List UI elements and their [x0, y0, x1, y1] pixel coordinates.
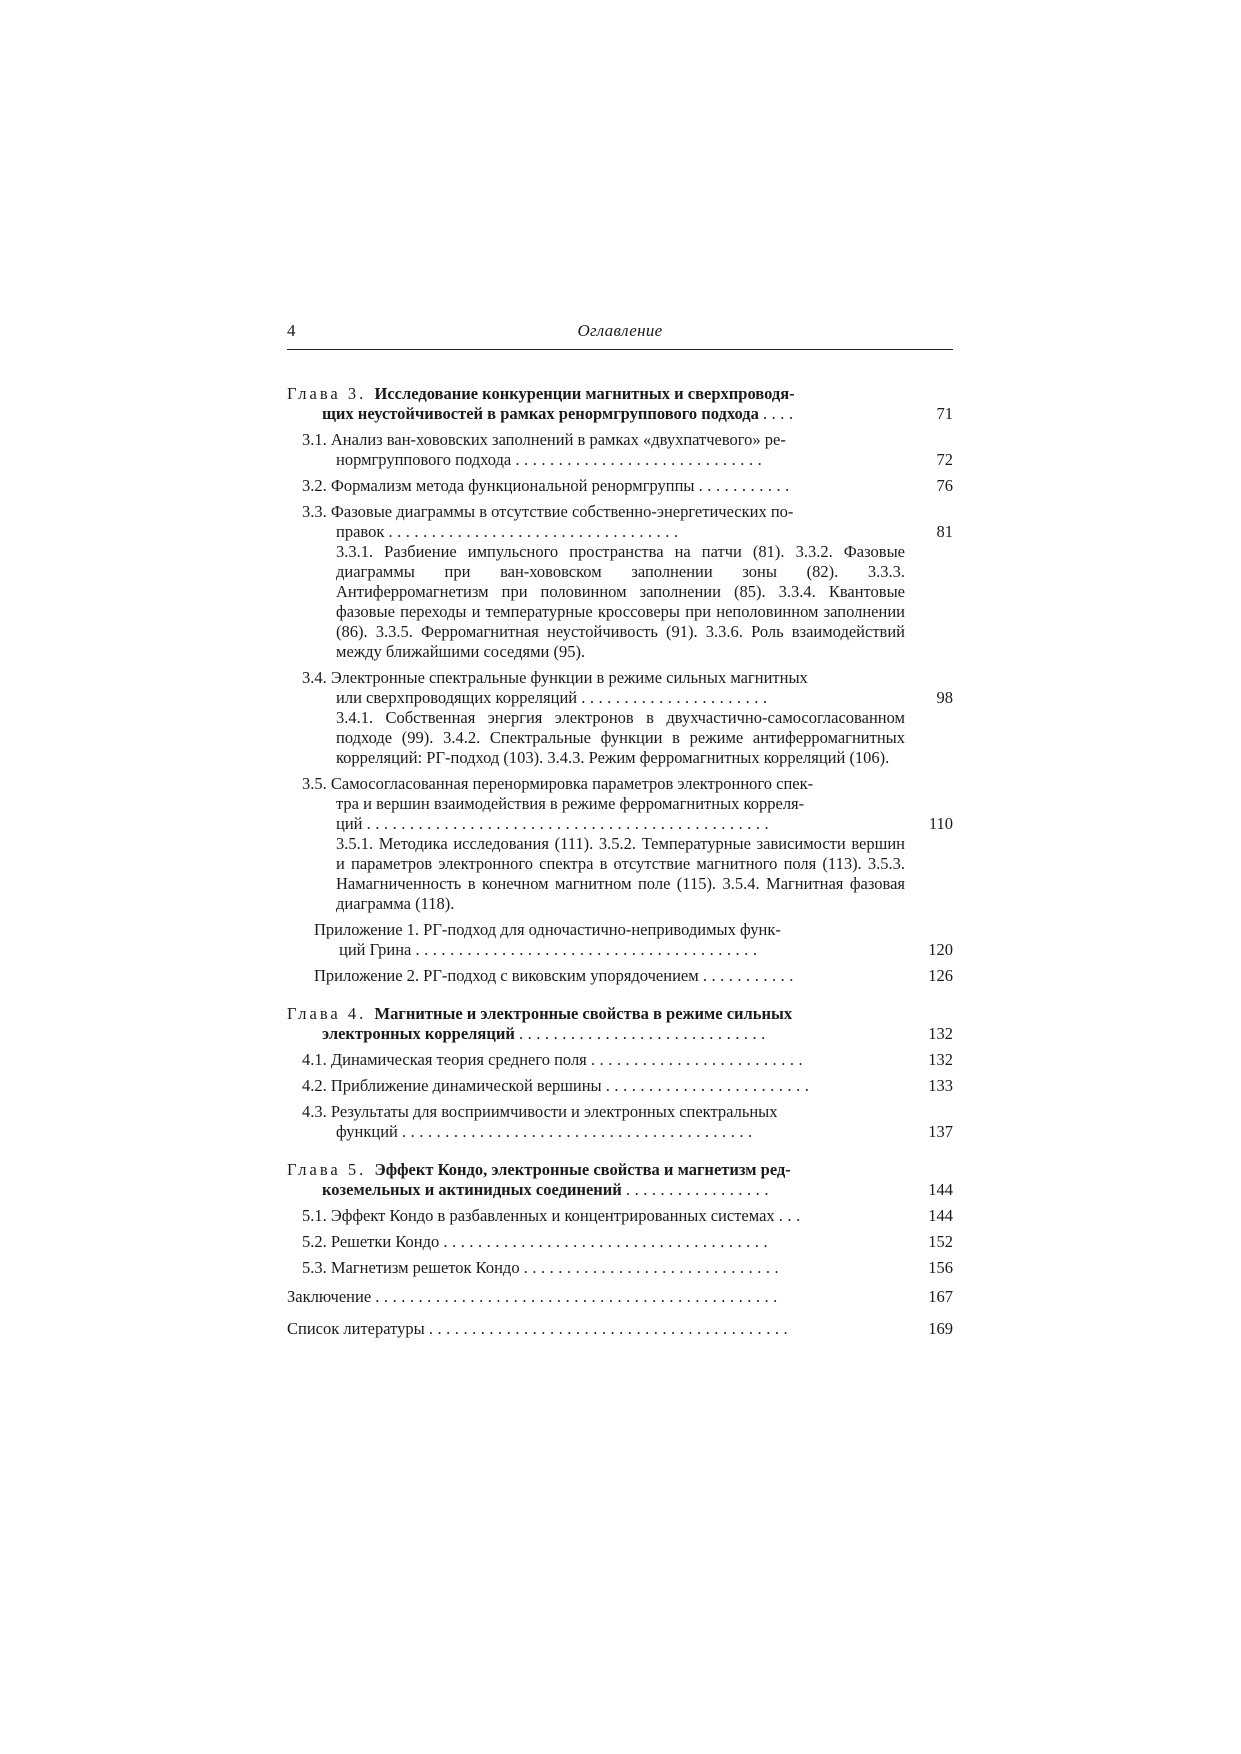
toc-section-4-1 — [287, 1050, 953, 1070]
subsection-list: 3.3.1. Разбиение импульсного пространства на патчи (81). 3.3.2. Фазовые диаграммы при ван-хововском заполнении зоны (82). 3.3.3. Антиферромагнетизм при половинном заполнении (85). 3.3.4. Квантовые фазовые переходы и температурные кроссоверы при неполовинном заполнении (86). 3.3.5. Ферромагнитная неустойчивость (91). 3.3.6. Роль взаимодействий между ближайшими соседями (95). — [336, 542, 905, 661]
toc-conclusion — [287, 1287, 953, 1307]
page-ref: 137 — [928, 1122, 953, 1141]
page-ref: 152 — [928, 1232, 953, 1251]
appendix-title-line: Приложение 2. РГ-подход с виковским упорядочением — [314, 966, 699, 985]
appendix-title-line: Приложение 1. РГ-подход для одночастично-неприводимых функ- — [314, 920, 781, 939]
section-title-line: 4.3. Результаты для восприимчивости и электронных спектральных — [302, 1102, 778, 1121]
section-title-line: функций — [336, 1122, 398, 1141]
chapter-label: Глава 4. — [287, 1004, 367, 1023]
conclusion-title: Заключение — [287, 1287, 372, 1306]
toc-section-4-2 — [287, 1076, 953, 1096]
subsection-list: 3.5.1. Методика исследования (111). 3.5.2. Температурные зависимости вершин и параметров электронного спектра в отсутствие магнитного поля (113). 3.5.3. Намагниченность в конечном магнитном поле (115). 3.5.4. Магнитная фазовая диаграмма (118). — [336, 834, 905, 913]
page-ref: 156 — [928, 1258, 953, 1277]
toc-chapter-5 — [287, 1160, 953, 1200]
toc-section-5-3 — [287, 1258, 953, 1278]
leader-dots: . . . . . . . . . . . — [698, 476, 790, 495]
section-title-line: 3.1. Анализ ван-хововских заполнений в рамках «двухпатчевого» ре- — [302, 430, 786, 449]
page-ref: 144 — [928, 1180, 953, 1199]
leader-dots: . . . . . . . . . . . . . . . . . . . . . . . . — [605, 1076, 810, 1095]
page-number: 4 — [287, 321, 296, 340]
page-ref: 169 — [928, 1319, 953, 1338]
toc-chapter-3 — [287, 384, 953, 424]
section-title-line: 5.3. Магнетизм решеток Кондо — [302, 1258, 520, 1277]
page-ref: 76 — [936, 476, 953, 495]
toc-section-3-2 — [287, 476, 953, 496]
leader-dots: . . . . . . . . . . . . . . . . . . . . . . . . . . . . . . . . . . . . . . . . . . — [428, 1319, 788, 1338]
leader-dots: . . . . . . . . . . . . . . . . . — [625, 1180, 769, 1199]
page-ref: 133 — [928, 1076, 953, 1095]
page-ref: 120 — [928, 940, 953, 959]
toc-section-3-1 — [287, 430, 953, 470]
chapter-title-line: Эффект Кондо, электронные свойства и магнетизм ред- — [374, 1160, 791, 1179]
chapter-title-line: Магнитные и электронные свойства в режиме сильных — [374, 1004, 793, 1023]
chapter-title-line: коземельных и актинидных соединений — [322, 1180, 622, 1199]
page-ref: 167 — [928, 1287, 953, 1306]
leader-dots: . . . . . . . . . . . . . . . . . . . . . . . . . . . . . — [518, 1024, 766, 1043]
leader-dots: . . . . . . . . . . . . . . . . . . . . . . . . . . . . . . . . . . . . . . . . — [415, 940, 758, 959]
subsection-list: 3.4.1. Собственная энергия электронов в двухчастично-самосогласованном подходе (99). 3.4.2. Спектральные функции в режиме антиферромагнитных корреляций: РГ-подход (103). 3.4.3. Режим ферромагнитных корреляций (106). — [336, 708, 905, 767]
leader-dots: . . . . . . . . . . . . . . . . . . . . . . . . . . . . . . . . . . . . . . . . . — [402, 1122, 753, 1141]
section-title-line: или сверхпроводящих корреляций — [336, 688, 578, 707]
page-ref: 132 — [928, 1024, 953, 1043]
leader-dots: . . . . . . . . . . . . . . . . . . . . . . — [581, 688, 768, 707]
section-title-line: нормгруппового подхода — [336, 450, 512, 469]
toc-section-5-1 — [287, 1206, 953, 1226]
toc-section-4-3 — [287, 1102, 953, 1142]
leader-dots: . . . . . . . . . . . — [702, 966, 794, 985]
toc-section-5-2 — [287, 1232, 953, 1252]
leader-dots: . . . — [778, 1206, 801, 1225]
toc-section-3-4 — [287, 668, 953, 768]
section-title-line: ций — [336, 814, 363, 833]
running-head — [287, 321, 953, 350]
leader-dots: . . . . . . . . . . . . . . . . . . . . . . . . . . . . . . . . . . . . . . . . . . . . . . . — [375, 1287, 778, 1306]
toc-chapter-4 — [287, 1004, 953, 1044]
bibliography-title: Список литературы — [287, 1319, 425, 1338]
leader-dots: . . . . . . . . . . . . . . . . . . . . . . . . . . . . . . . . . . . . . . . . . . . . . . . — [366, 814, 769, 833]
page-ref: 71 — [936, 404, 953, 423]
appendix-title-line: ций Грина — [339, 940, 412, 959]
section-title-line: 4.1. Динамическая теория среднего поля — [302, 1050, 587, 1069]
chapter-label: Глава 5. — [287, 1160, 367, 1179]
page-ref: 98 — [936, 688, 953, 707]
leader-dots: . . . . . . . . . . . . . . . . . . . . . . . . . — [590, 1050, 803, 1069]
section-title-line: правок — [336, 522, 385, 541]
section-title-line: 3.5. Самосогласованная перенормировка параметров электронного спек- — [302, 774, 814, 793]
leader-dots: . . . . . . . . . . . . . . . . . . . . . . . . . . . . . . . . . . . . . . — [443, 1232, 768, 1251]
toc-appendix-2 — [287, 966, 953, 986]
page-ref: 132 — [928, 1050, 953, 1069]
page-ref: 126 — [928, 966, 953, 985]
section-title-line: 3.2. Формализм метода функциональной ренормгруппы — [302, 476, 695, 495]
toc-appendix-1 — [287, 920, 953, 960]
chapter-title-line: Исследование конкуренции магнитных и сверхпроводя- — [374, 384, 795, 403]
running-title: Оглавление — [577, 321, 663, 340]
leader-dots: . . . . — [763, 404, 794, 423]
section-title-line: 5.1. Эффект Кондо в разбавленных и концентрированных системах — [302, 1206, 775, 1225]
leader-dots: . . . . . . . . . . . . . . . . . . . . . . . . . . . . . . . . . . — [388, 522, 679, 541]
leader-dots: . . . . . . . . . . . . . . . . . . . . . . . . . . . . . . — [523, 1258, 779, 1277]
section-title-line: 5.2. Решетки Кондо — [302, 1232, 440, 1251]
toc-section-3-3 — [287, 502, 953, 662]
section-title-line: 3.4. Электронные спектральные функции в режиме сильных магнитных — [302, 668, 808, 687]
chapter-title-line: электронных корреляций — [322, 1024, 515, 1043]
leader-dots: . . . . . . . . . . . . . . . . . . . . . . . . . . . . . — [515, 450, 762, 469]
page-ref: 110 — [928, 814, 953, 833]
page-ref: 72 — [936, 450, 953, 469]
section-title-line: 3.3. Фазовые диаграммы в отсутствие собственно-энергетических по- — [302, 502, 794, 521]
section-title-line: тра и вершин взаимодействия в режиме ферромагнитных корреля- — [336, 794, 805, 813]
table-of-contents — [287, 384, 953, 1339]
chapter-title-line: щих неустойчивостей в рамках ренормгруппового подхода — [322, 404, 759, 423]
chapter-label: Глава 3. — [287, 384, 367, 403]
toc-section-3-5 — [287, 774, 953, 914]
section-title-line: 4.2. Приближение динамической вершины — [302, 1076, 602, 1095]
page-ref: 144 — [928, 1206, 953, 1225]
page-ref: 81 — [936, 522, 953, 541]
toc-bibliography — [287, 1319, 953, 1339]
